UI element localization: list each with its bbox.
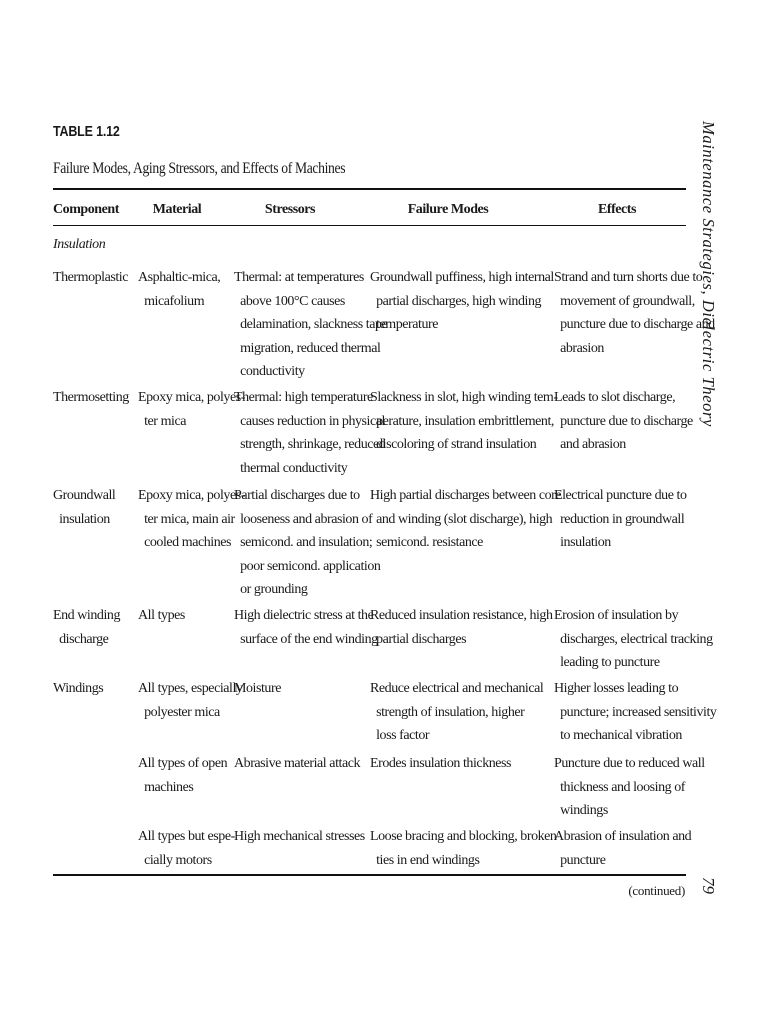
table-cell-material: All types of open machines <box>138 756 228 795</box>
table-cell-failure-modes: Slackness in slot, high winding tem- perature, insulation embrittlement, discoloring of strand insulation <box>370 390 558 452</box>
table-header-rule <box>53 225 686 226</box>
table-cell-component: Groundwall insulation <box>53 488 116 527</box>
table-cell-stressors: Partial discharges due to looseness and abrasion of semicond. and insulation; poor semicond. application or grounding <box>234 488 381 597</box>
table-top-rule <box>53 188 686 190</box>
table-cell-effects: Electrical puncture due to reduction in groundwall insulation <box>554 488 687 550</box>
table-cell-effects: Higher losses leading to puncture; increased sensitivity to mechanical vibration <box>554 681 717 743</box>
table-cell-stressors: Moisture <box>234 681 281 696</box>
header-material: Material <box>152 202 202 217</box>
table-cell-stressors: High dielectric stress at the surface of the end winding <box>234 608 378 647</box>
table-cell-component: Windings <box>53 681 104 696</box>
table-cell-stressors: Thermal: at temperatures above 100°C causes delamination, slackness tape migration, reduced thermal conductivity <box>234 270 388 379</box>
header-effects: Effects <box>597 202 637 217</box>
table-cell-component: Thermoplastic <box>53 270 129 285</box>
table-cell-effects: Erosion of insulation by discharges, electrical tracking leading to puncture <box>554 608 713 670</box>
table-cell-component: Thermosetting <box>53 390 129 405</box>
table-cell-failure-modes: Reduced insulation resistance, high partial discharges <box>370 608 553 647</box>
table-bottom-rule <box>53 874 686 876</box>
table-cell-failure-modes: High partial discharges between core and winding (slot discharge), high semicond. resistance <box>370 488 562 550</box>
page-number: 79 <box>699 877 718 894</box>
table-cell-failure-modes: Loose bracing and blocking, broken ties in end windings <box>370 829 557 868</box>
table-cell-stressors: High mechanical stresses <box>234 829 365 844</box>
table-label: TABLE 1.12 <box>53 124 120 140</box>
table-cell-component: End winding discharge <box>53 608 120 647</box>
table-cell-stressors: Thermal: high temperature causes reduction in physical strength, shrinkage, reduced thermal conductivity <box>234 390 386 476</box>
section-label: Insulation <box>53 237 106 252</box>
continued-note: (continued) <box>628 883 685 898</box>
table-cell-failure-modes: Reduce electrical and mechanical strength of insulation, higher loss factor <box>370 681 544 743</box>
table-cell-material: Epoxy mica, polyes- ter mica <box>138 390 245 429</box>
header-failure-modes: Failure Modes <box>407 202 489 217</box>
table-cell-failure-modes: Erodes insulation thickness <box>370 756 512 771</box>
header-component: Component <box>53 202 119 217</box>
table-cell-material: Epoxy mica, polyes- ter mica, main air cooled machines <box>138 488 245 550</box>
table-cell-effects: Leads to slot discharge, puncture due to discharge and abrasion <box>554 390 693 452</box>
table-cell-failure-modes: Groundwall puffiness, high internal partial discharges, high winding temperature <box>370 270 554 332</box>
table-cell-stressors: Abrasive material attack <box>234 756 361 771</box>
table-cell-material: All types, especially polyester mica <box>138 681 243 720</box>
table-cell-material: All types <box>138 608 185 623</box>
table-cell-material: All types but espe- cially motors <box>138 829 235 868</box>
running-head: Maintenance Strategies, Dielectric Theory <box>699 121 718 427</box>
header-stressors: Stressors <box>264 202 316 217</box>
table-cell-effects: Puncture due to reduced wall thickness and loosing of windings <box>554 756 705 818</box>
table-cell-effects: Strand and turn shorts due to movement of groundwall, puncture due to discharge and abrasion <box>554 270 715 356</box>
table-caption: Failure Modes, Aging Stressors, and Effects of Machines <box>53 160 346 177</box>
table-cell-effects: Abrasion of insulation and puncture <box>554 829 692 868</box>
table-cell-material: Asphaltic-mica, micafolium <box>138 270 221 309</box>
